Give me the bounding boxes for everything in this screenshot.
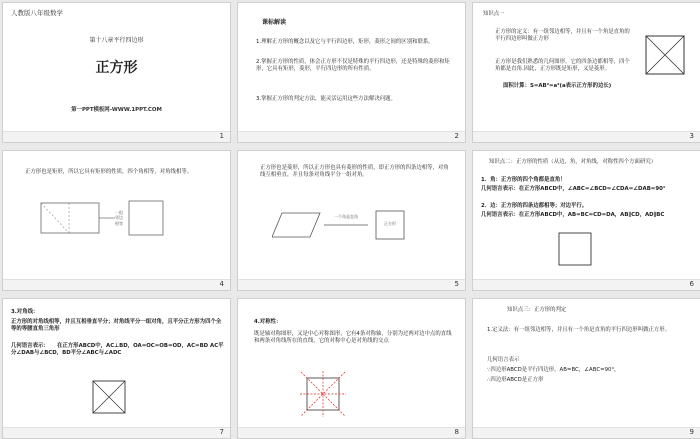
expr-label: 几何语言表示 [487,357,520,363]
square-diagram [89,377,129,421]
slide-footer-bar [473,427,700,438]
slide-7[interactable] [2,298,231,439]
slide-6[interactable] [472,150,700,291]
square-label: 正方形 [384,221,396,226]
body-text: 既是轴对称图形，又是中心对称图形，它有4条对称轴，分别为过两对边中点的直线和两条对角线所在的直线，它的对称中心是对角线的交点 [254,331,452,345]
slide-footer-bar [473,279,700,290]
definition-text: 正方形的定义：有一组邻边相等，并且有一个角是直角的平行四边形叫做正方形 [495,29,630,43]
slide-5[interactable] [237,150,466,291]
square-diagram [641,31,691,81]
slide-number: 1 [219,132,224,140]
rectangle-to-square-diagram [39,199,179,239]
section-label: 知识点二：正方形的性质（从边，角，对角线，对称性四个方面研究） [489,159,657,165]
property-angle-expr: 几何语言表示：在正方形ABCD中，∠ABC=∠BCD=∠CDA=∠DAB=90° [481,186,666,192]
text-line-2: 2.掌握正方形的性质，体会正方形不仅是特殊的平行四边形，还是特殊的菱形和矩形，它具有矩形，菱形，平行四边形的所有性质。 [256,59,450,73]
adjacent-sides-label: 一组邻边相等 [115,210,123,226]
footer-text: 第一PPT模板网-WWW.1PPT.COM [71,107,162,113]
slide-heading: 课标解读 [262,19,287,26]
property-side: 2．边：正方形的四条边都相等；对边平行。 [481,203,588,209]
body-text: 正方形也是菱形，所以正方形也具有菱形的性质，即正方形的四条边相等，对角线互相垂直，并且每条对角线平分一组对角。 [260,165,449,179]
slide-number: 3 [689,132,694,140]
slide-footer-bar [238,279,465,290]
area-formula: 面积计算：S=AB²=a²(a表示正方形的边长) [503,83,612,89]
expr-line-2: ∴四边形ABCD是正方形 [487,377,544,383]
slide-8[interactable] [237,298,466,439]
main-title: 正方形 [95,60,138,76]
expr-line-1: ∵四边形ABCD是平行四边形，AB=BC，∠ABC=90°， [487,367,620,373]
slide-footer-bar [3,279,230,290]
slide-heading: 4.对称性： [254,319,282,325]
expr-label: 几何语言表示： [11,343,49,349]
slide-4[interactable] [2,150,231,291]
text-line-3: 3.掌握正方形的判定方法，能灵活运用这些方法解决问题。 [256,96,396,102]
slide-number: 9 [689,428,694,436]
symmetry-diagram [298,369,348,419]
right-angle-label: 一个角是直角 [334,214,358,219]
property-angle: 1．角：正方形的四个角都是直角！ [481,177,566,183]
expr-text: 在正方形ABCD中，AC⊥BD，OA=OC=OB=OD，AC=BD AC平分∠DAB与∠BCD，BD平分∠ABC与∠ADC [11,343,224,357]
chapter-title: 第十八章平行四边形 [89,37,144,44]
slide-heading: 3.对角线： [11,309,39,315]
square-diagram [555,229,595,273]
slide-number: 7 [219,428,224,436]
slide-9[interactable] [472,298,700,439]
text-line-1: 1.理解正方形的概念以及它与平行四边形，矩形，菱形之间的区别和联系。 [256,39,434,45]
grade-label: 人教版八年级数学 [11,9,63,17]
body-text: 正方形是我们熟悉的几何图形，它的四条边都相等，四个角都是直角.因此，正方形既是矩形，又是菱形。 [495,59,630,73]
slide-1[interactable] [2,2,231,143]
slide-number: 4 [219,280,224,288]
section-label: 知识点三：正方形的判定 [507,307,567,313]
slide-footer-bar [238,427,465,438]
slide-number: 5 [454,280,459,288]
slide-number: 6 [689,280,694,288]
slide-footer-bar [238,131,465,142]
slide-number: 2 [454,132,459,140]
section-label: 知识点一 [483,11,505,17]
slide-3[interactable] [472,2,700,143]
slide-footer-bar [3,427,230,438]
body-text: 正方形的对角线相等，并且互相垂直平分；对角线平分一组对角，且平分正方形为四个全等的等腰直角三角形 [11,319,222,333]
slide-footer-bar [3,131,230,142]
slide-2[interactable] [237,2,466,143]
slide-footer-bar [473,131,700,142]
definition-text: 1.定义法：有一组邻边相等，并且有一个角是直角的平行四边形叫做正方形。 [487,327,671,333]
slide-number: 8 [454,428,459,436]
property-side-expr: 几何语言表示：在正方形ABCD中，AB=BC=CD=DA，AB∥CD，AD∥BC [481,212,665,218]
body-text: 正方形也是矩形，所以它具有矩形的性质，四个角相等，对角线相等。 [25,169,193,175]
